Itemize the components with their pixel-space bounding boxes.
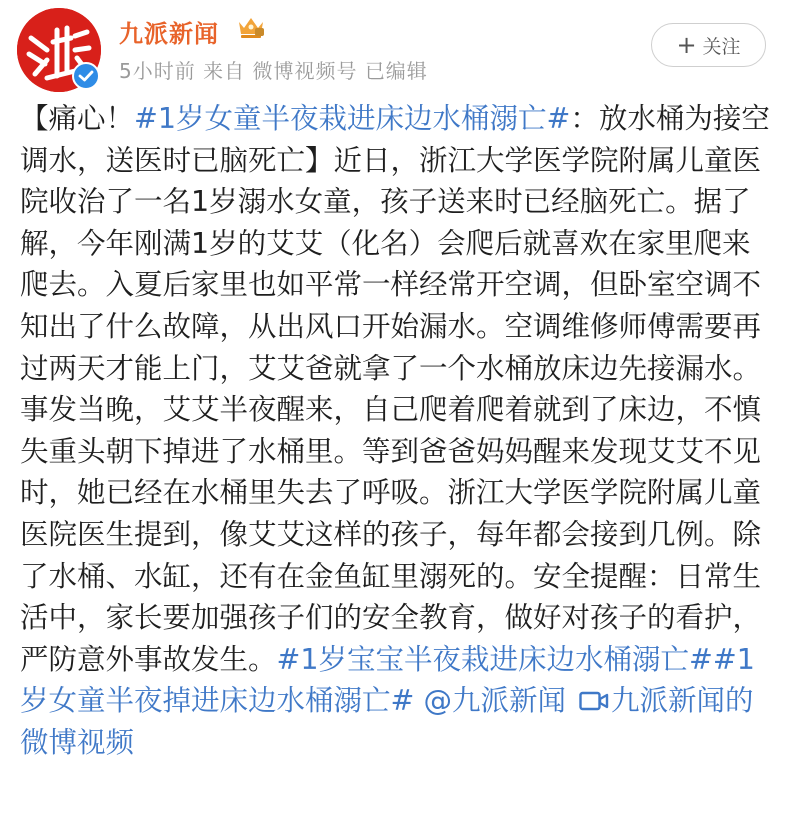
lead-open: 【痛心！	[20, 102, 135, 135]
post-source[interactable]: 来自 微博视频号	[203, 59, 358, 83]
mention-link[interactable]: @九派新闻	[423, 684, 566, 718]
plus-icon: +	[676, 31, 697, 59]
lead-close: ：放水桶为接空调水，送医时已脑死亡】	[20, 102, 770, 177]
follow-button[interactable]	[651, 23, 766, 67]
video-link[interactable]: 九派新闻的微博视频	[20, 684, 754, 759]
post-body: 近日，浙江大学医学院附属儿童医院收治了一名1岁溺水女童，孩子送来时已经脑死亡。据了解，今年刚满1岁的艾艾（化名）会爬后就喜欢在家里爬来爬去。入夏后家里也如平常一样经常开空调，但卧室空调不知出了什么故障，从出风口开始漏水。空调维修师傅需要再过两天才能上门，艾艾爸就拿了一个水桶放床边先接漏水。事发当晚，艾艾半夜醒来，自己爬着爬着就到了床边，不慎失重头朝下掉进了水桶里。等到爸爸妈妈醒来发现艾艾不见时，她已经在水桶里失去了呼吸。浙江大学医学院附属儿童医院医生提到，像艾艾这样的孩子，每年都会接到几例。除了水桶、水缸，还有在金鱼缸里溺死的。安全提醒：日常生活中，家长要加强孩子们的安全教育，做好对孩子的看护，严防意外事故发生。	[20, 143, 762, 676]
crown-badge-icon	[236, 14, 266, 40]
post-meta	[119, 55, 428, 84]
post-time: 5小时前	[119, 59, 196, 83]
hashtag-link[interactable]: #1岁宝宝半夜栽进床边水桶溺亡#	[276, 642, 713, 676]
verified-icon	[72, 62, 100, 90]
video-camera-icon	[579, 690, 609, 712]
edited-label[interactable]: 已编辑	[364, 59, 428, 83]
post-header	[0, 0, 786, 100]
hashtag-link[interactable]: #1岁女童半夜掉进床边水桶溺亡#	[20, 642, 755, 718]
follow-label: 关注	[702, 35, 741, 58]
post-content	[20, 98, 772, 764]
hashtag-link[interactable]: #1岁女童半夜栽进床边水桶溺亡#	[134, 102, 571, 135]
username[interactable]: 九派新闻	[119, 20, 219, 48]
